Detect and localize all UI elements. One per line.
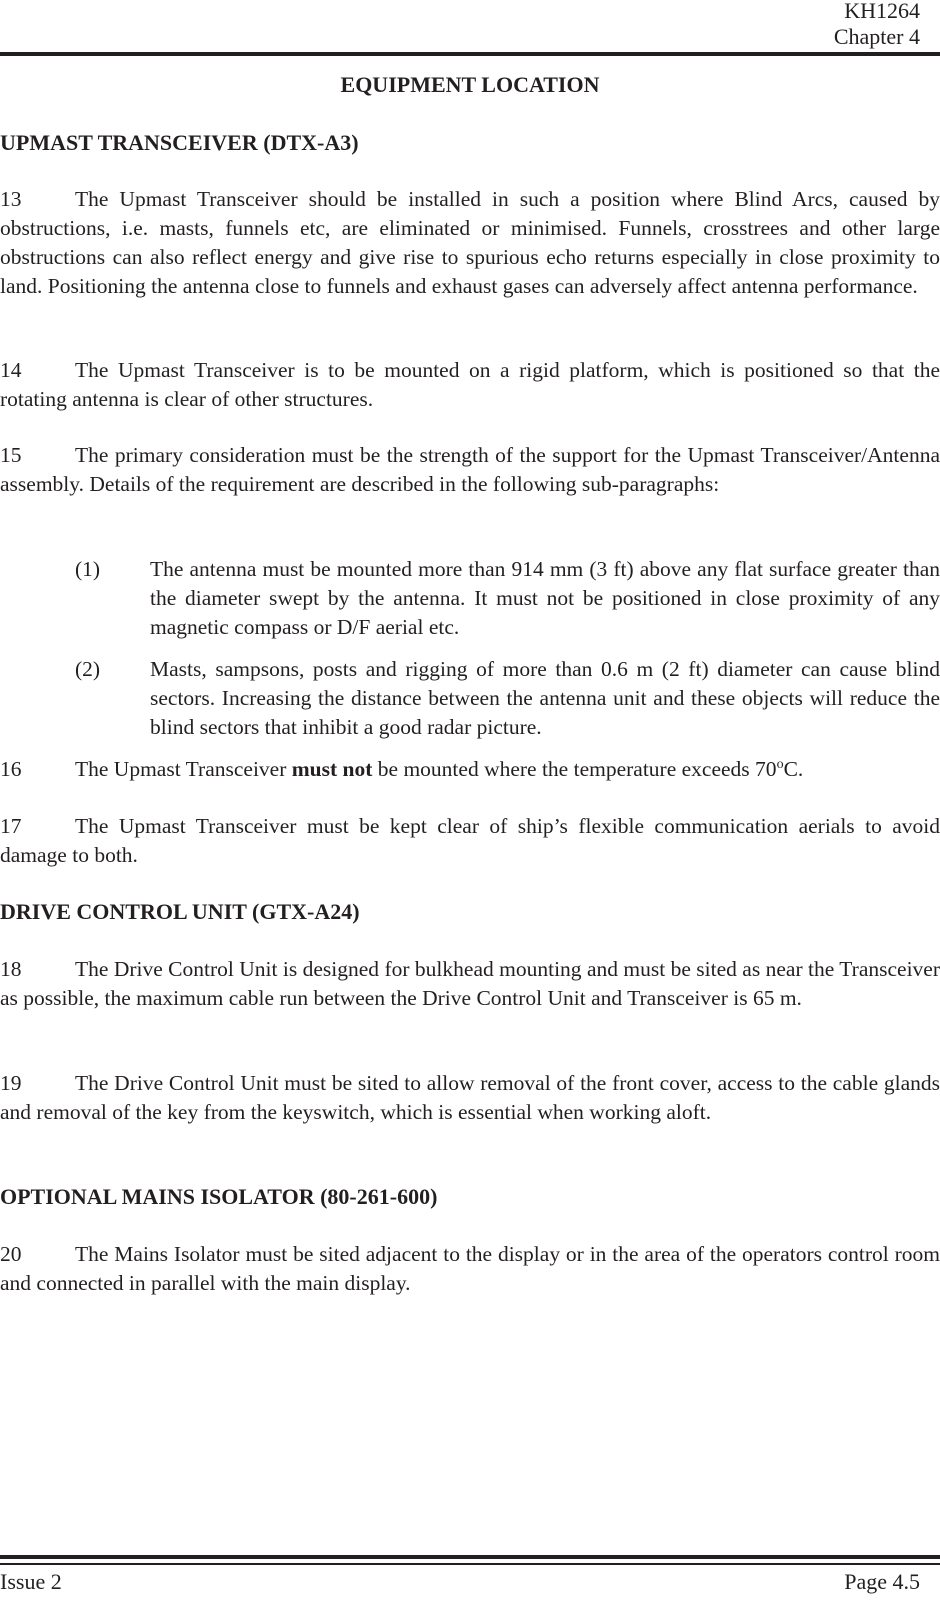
degree-sign: o bbox=[776, 756, 784, 772]
paragraph-14 bbox=[0, 356, 940, 414]
paragraph-number: 13 bbox=[0, 187, 22, 211]
chapter-label: Chapter 4 bbox=[833, 24, 920, 49]
paragraph-number: 17 bbox=[0, 814, 22, 838]
subparagraph-number: (1) bbox=[75, 557, 101, 581]
paragraph-text: The Upmast Transceiver must be kept clear of ship’s flexible communication aerials to avoid damage to both. bbox=[0, 814, 940, 867]
document-code: KH1264 bbox=[844, 0, 920, 23]
subparagraph-text: Masts, sampsons, posts and rigging of more than 0.6 m (2 ft) diameter can cause blind sectors. Increasing the distance between the antenna unit and these objects will reduce the blind sectors that inhibit a good radar picture. bbox=[150, 657, 940, 739]
page-title: EQUIPMENT LOCATION bbox=[340, 72, 600, 97]
paragraph-text: The Upmast Transceiver should be installed in such a position where Blind Arcs, caused by obstructions, i.e. masts, funnels etc, are eliminated or minimised. Funnels, crosstrees and other large obstructions can also reflect energy and give rise to spurious echo returns especially in close proximity to land. Positioning the antenna close to funnels and exhaust gases can adversely affect antenna performance. bbox=[0, 187, 940, 298]
section-heading-upmast: UPMAST TRANSCEIVER (DTX-A3) bbox=[0, 130, 359, 155]
paragraph-19 bbox=[0, 1069, 940, 1127]
subparagraph-1 bbox=[75, 555, 940, 642]
subparagraph-number: (2) bbox=[75, 657, 101, 681]
paragraph-text: The Mains Isolator must be sited adjacent to the display or in the area of the operators control room and connected in parallel with the main display. bbox=[0, 1242, 940, 1295]
paragraph-number: 16 bbox=[0, 757, 22, 781]
paragraph-16-pre: The Upmast Transceiver bbox=[75, 757, 292, 781]
subparagraph-text: The antenna must be mounted more than 914 mm (3 ft) above any flat surface greater than the diameter swept by the antenna. It must not be positioned in close proximity of any magnetic compass or D/F aerial etc. bbox=[150, 557, 940, 639]
paragraph-text bbox=[0, 755, 940, 784]
emphasis-must-not: must not bbox=[291, 757, 373, 781]
paragraph-text: The primary consideration must be the strength of the support for the Upmast Transceiver/Antenna assembly. Details of the requirement are described in the following sub-paragraphs: bbox=[0, 443, 940, 496]
paragraph-15 bbox=[0, 441, 940, 499]
paragraph-20 bbox=[0, 1240, 940, 1298]
issue-label: Issue 2 bbox=[0, 1569, 62, 1594]
paragraph-13 bbox=[0, 185, 940, 301]
paragraph-number: 14 bbox=[0, 358, 22, 382]
temperature-unit: C. bbox=[783, 757, 804, 781]
section-heading-mains-isolator: OPTIONAL MAINS ISOLATOR (80-261-600) bbox=[0, 1184, 438, 1209]
paragraph-18 bbox=[0, 955, 940, 1013]
paragraph-number: 19 bbox=[0, 1071, 22, 1095]
paragraph-text: The Drive Control Unit must be sited to allow removal of the front cover, access to the cable glands and removal of the key from the keyswitch, which is essential when working aloft. bbox=[0, 1071, 940, 1124]
paragraph-number: 20 bbox=[0, 1242, 22, 1266]
paragraph-text: The Drive Control Unit is designed for bulkhead mounting and must be sited as near the Transceiver as possible, the maximum cable run between the Drive Control Unit and Transceiver is 65 m. bbox=[0, 957, 940, 1010]
paragraph-17 bbox=[0, 812, 940, 870]
paragraph-number: 18 bbox=[0, 957, 22, 981]
section-heading-drive-control: DRIVE CONTROL UNIT (GTX-A24) bbox=[0, 899, 360, 924]
paragraph-text: The Upmast Transceiver is to be mounted on a rigid platform, which is positioned so that the rotating antenna is clear of other structures. bbox=[0, 358, 940, 411]
footer-rule-thick bbox=[0, 1555, 940, 1559]
subparagraph-2 bbox=[75, 655, 940, 742]
paragraph-16 bbox=[0, 755, 940, 784]
paragraph-16-post: be mounted where the temperature exceeds 70 bbox=[372, 757, 777, 781]
page-number: Page 4.5 bbox=[844, 1569, 920, 1594]
paragraph-number: 15 bbox=[0, 443, 22, 467]
footer-rule-thin bbox=[0, 1563, 940, 1565]
header-rule bbox=[0, 52, 940, 56]
